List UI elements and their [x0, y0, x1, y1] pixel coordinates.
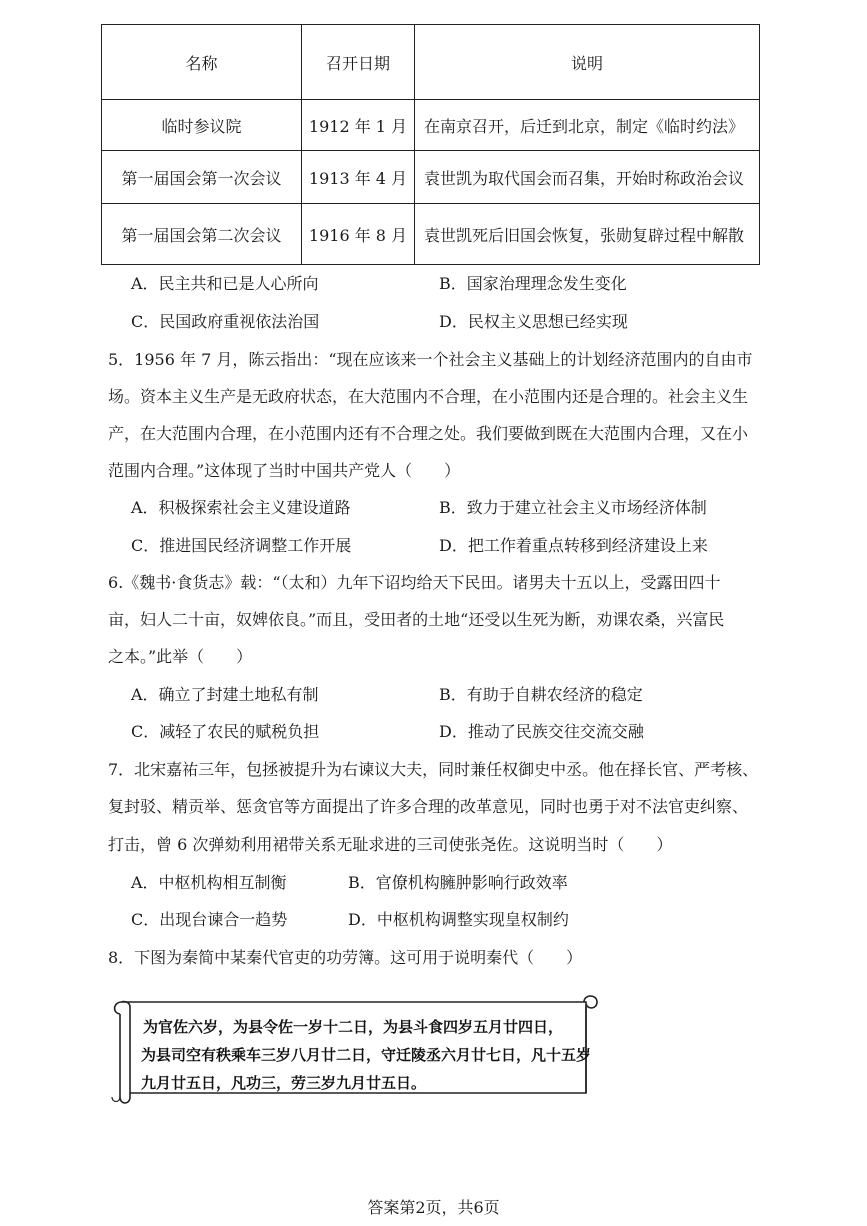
table-cell: 临时参议院 [102, 100, 302, 151]
scroll-text-line: 为县司空有秩乘车三岁八月廿二日，守迁陵丞六月廿七日，凡十五岁 [141, 1046, 592, 1064]
q7-stem-line: 打击，曾 6 次弹劾利用裙带关系无耻求进的三司使张尧佐。这说明当时（ ） [108, 835, 673, 854]
bamboo-slip-scroll [108, 993, 601, 1107]
q4-option-c: C．民国政府重视依法治国 [131, 312, 320, 331]
q4-option-d: D．民权主义思想已经实现 [439, 312, 628, 331]
q6-stem-line: 亩，妇人二十亩，奴婢依良。”而且，受田者的土地“还受以生死为断，劝课农桑，兴富民 [108, 610, 725, 629]
q5-option-c: C．推进国民经济调整工作开展 [131, 536, 352, 555]
q5-option-a: A．积极探索社会主义建设道路 [131, 498, 351, 517]
q4-option-b: B．国家治理理念发生变化 [439, 274, 627, 293]
table-cell: 第一届国会第一次会议 [102, 151, 302, 204]
q6-option-c: C．减轻了农民的赋税负担 [131, 722, 320, 741]
table-cell: 1916 年 8 月 [302, 204, 415, 265]
table-cell: 1913 年 4 月 [302, 151, 415, 204]
table-header-row [102, 25, 760, 100]
table-row [102, 151, 760, 204]
q7-option-c: C．出现台谏合一趋势 [131, 910, 288, 929]
q6-option-b: B．有助于自耕农经济的稳定 [439, 685, 643, 704]
q5-stem-line: 场。资本主义生产是无政府状态，在大范围内不合理，在小范围内还是合理的。社会主义生 [108, 387, 749, 406]
table-cell: 袁世凯死后旧国会恢复，张勋复辟过程中解散 [415, 204, 760, 265]
q6-stem-line: 6.《魏书·食货志》载：“（太和）九年下诏均给天下民田。诸男夫十五以上，受露田四十 [108, 573, 721, 592]
table-cell: 在南京召开，后迁到北京，制定《临时约法》 [415, 100, 760, 151]
q5-stem-line: 范围内合理。”这体现了当时中国共产党人（ ） [108, 461, 461, 480]
table-row [102, 100, 760, 151]
q7-stem-line: 复封驳、精贡举、惩贪官等方面提出了许多合理的改革意见，同时也勇于对不法官吏纠察、 [108, 797, 749, 816]
q7-option-b: B．官僚机构臃肿影响行政效率 [348, 873, 568, 892]
table-header-cell: 名称 [102, 25, 302, 100]
page-footer: 答案第2页，共6页 [367, 1198, 500, 1217]
q5-option-d: D．把工作着重点转移到经济建设上来 [439, 536, 708, 555]
table-header-cell: 召开日期 [302, 25, 415, 100]
table-cell: 第一届国会第二次会议 [102, 204, 302, 265]
q5-option-b: B．致力于建立社会主义市场经济体制 [439, 498, 707, 517]
table-row [102, 204, 760, 265]
q4-option-a: A．民主共和已是人心所向 [131, 274, 319, 293]
q5-stem-line: 产，在大范围内合理，在小范围内还有不合理之处。我们要做到既在大范围内合理，又在小 [108, 424, 749, 443]
table-cell: 袁世凯为取代国会而召集，开始时称政治会议 [415, 151, 760, 204]
q7-stem-line: 7．北宋嘉祐三年，包拯被提升为右谏议大夫，同时兼任权御史中丞。他在择长官、严考核、 [108, 760, 759, 779]
q6-stem-line: 之本。”此举（ ） [108, 647, 253, 666]
q8-stem-line: 8．下图为秦简中某秦代官吏的功劳簿。这可用于说明秦代（ ） [108, 948, 583, 967]
q7-option-d: D．中枢机构调整实现皇权制约 [348, 910, 569, 929]
table-cell: 1912 年 1 月 [302, 100, 415, 151]
scroll-text-line: 九月廿五日，凡功三，劳三岁九月廿五日。 [141, 1074, 427, 1092]
q6-option-d: D．推动了民族交往交流交融 [439, 722, 644, 741]
parliament-table [101, 24, 760, 265]
q6-option-a: A．确立了封建土地私有制 [131, 685, 319, 704]
table-header-cell: 说明 [415, 25, 760, 100]
q7-option-a: A．中枢机构相互制衡 [131, 873, 287, 892]
scroll-text-line: 为官佐六岁，为县令佐一岁十二日，为县斗食四岁五月廿四日， [143, 1018, 564, 1036]
q5-stem-line: 5．1956 年 7 月，陈云指出：“现在应该来一个社会主义基础上的计划经济范围内的自由市 [108, 350, 753, 369]
